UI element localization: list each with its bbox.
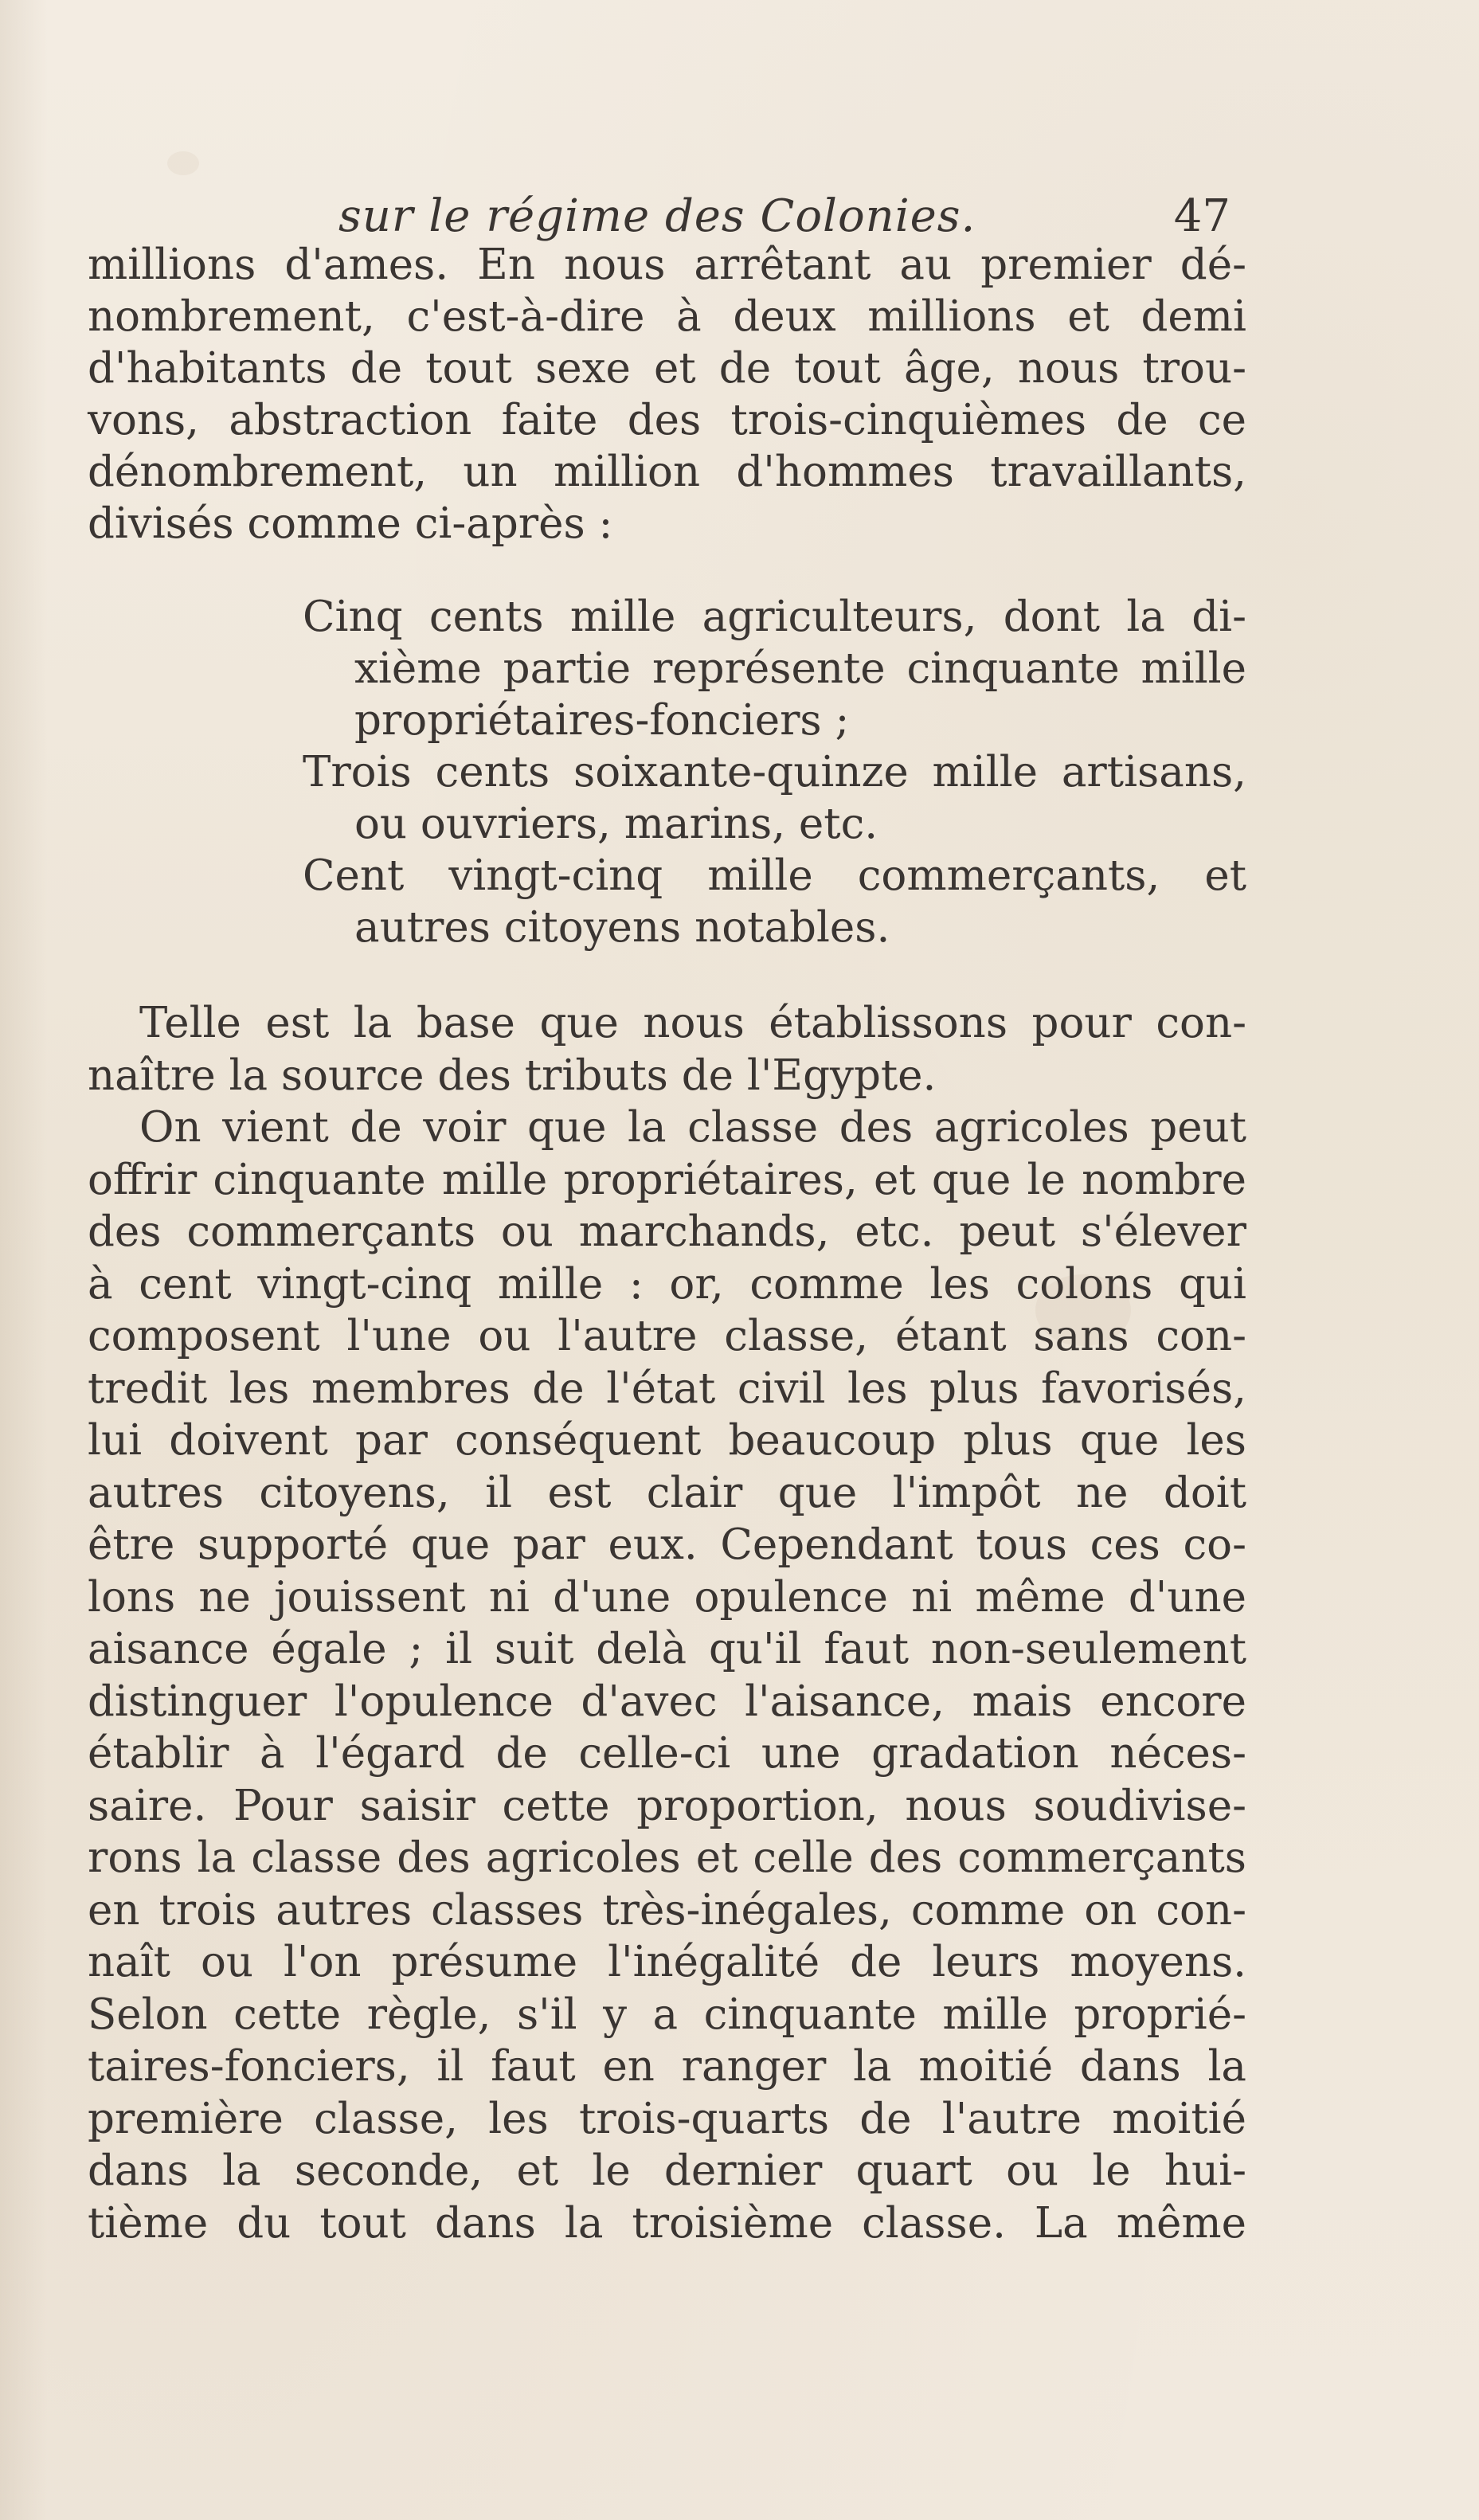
running-title: sur le régime des Colonies. <box>338 190 976 242</box>
text-line: saire. Pour saisir cette proportion, nous soudivise- <box>88 1781 1246 1830</box>
text-line: ou ouvriers, marins, etc. <box>354 800 878 848</box>
list-item-agriculteurs <box>303 591 1246 746</box>
text-line: dénombrement, un million d'hommes travaillants, <box>88 448 1246 496</box>
page-gutter-shadow <box>0 0 48 2520</box>
body-text <box>88 997 1246 2249</box>
list-item-commercants <box>303 850 1246 953</box>
text-line: millions d'ames. En nous arrêtant au premier dé- <box>88 241 1246 289</box>
paper-stain <box>167 151 199 175</box>
text-line: distinguer l'opulence d'avec l'aisance, mais encore <box>88 1677 1246 1726</box>
text-line: Cinq cents mille agriculteurs, dont la di- <box>303 593 1246 641</box>
text-line: des commerçants ou marchands, etc. peut s'élever <box>88 1207 1246 1256</box>
text-line: aisance égale ; il suit delà qu'il faut non-seulement <box>88 1625 1246 1673</box>
text-line: composent l'une ou l'autre classe, étant sans con- <box>88 1312 1246 1360</box>
text-line: lui doivent par conséquent beaucoup plus que les <box>88 1416 1246 1465</box>
intro-paragraph <box>88 239 1246 550</box>
text-line: première classe, les trois-quarts de l'autre moitié <box>88 2094 1246 2143</box>
text-line: Cent vingt-cinq mille commerçants, et <box>303 851 1246 900</box>
text-line: tième du tout dans la troisième classe. La même <box>88 2198 1246 2248</box>
text-line: rons la classe des agricoles et celle des commerçants <box>88 1833 1246 1882</box>
list-item-artisans <box>303 746 1246 850</box>
population-list <box>303 591 1246 953</box>
text-line: Telle est la base que nous établissons pour con- <box>139 999 1246 1047</box>
page-number: 47 <box>1173 190 1231 242</box>
text-line: Selon cette règle, s'il y a cinquante mille proprié- <box>88 1990 1246 2039</box>
text-line: naître la source des tributs de l'Egypte. <box>88 1051 937 1100</box>
text-line: en trois autres classes très-inégales, comme on con- <box>88 1885 1246 1935</box>
text-line: vons, abstraction faite des trois-cinquièmes de ce <box>88 396 1246 444</box>
text-line: offrir cinquante mille propriétaires, et que le nombre <box>88 1155 1246 1204</box>
text-line: taires-fonciers, il faut en ranger la moitié dans la <box>88 2042 1246 2091</box>
text-line: d'habitants de tout sexe et de tout âge, nous trou- <box>88 344 1246 393</box>
text-line: tredit les membres de l'état civil les plus favorisés, <box>88 1364 1246 1413</box>
text-line: divisés comme ci-après : <box>88 499 613 548</box>
text-line: établir à l'égard de celle-ci une gradation néces- <box>88 1729 1246 1778</box>
text-line: autres citoyens notables. <box>354 903 890 952</box>
text-line: lons ne jouissent ni d'une opulence ni même d'une <box>88 1572 1246 1622</box>
text-line: nombrement, c'est-à-dire à deux millions et demi <box>88 292 1246 341</box>
text-line: naît ou l'on présume l'inégalité de leurs moyens. <box>88 1938 1246 1986</box>
text-line: xième partie représente cinquante mille <box>354 644 1246 693</box>
text-line: propriétaires-fonciers ; <box>354 696 850 745</box>
text-line: autres citoyens, il est clair que l'impôt ne doit <box>88 1468 1246 1517</box>
text-line: être supporté que par eux. Cependant tous ces co- <box>88 1520 1246 1569</box>
text-line: à cent vingt-cinq mille : or, comme les colons qui <box>88 1259 1246 1309</box>
text-line: On vient de voir que la classe des agricoles peut <box>139 1103 1246 1152</box>
text-line: dans la seconde, et le dernier quart ou le hui- <box>88 2146 1246 2195</box>
text-line: Trois cents soixante-quinze mille artisans, <box>303 748 1246 796</box>
